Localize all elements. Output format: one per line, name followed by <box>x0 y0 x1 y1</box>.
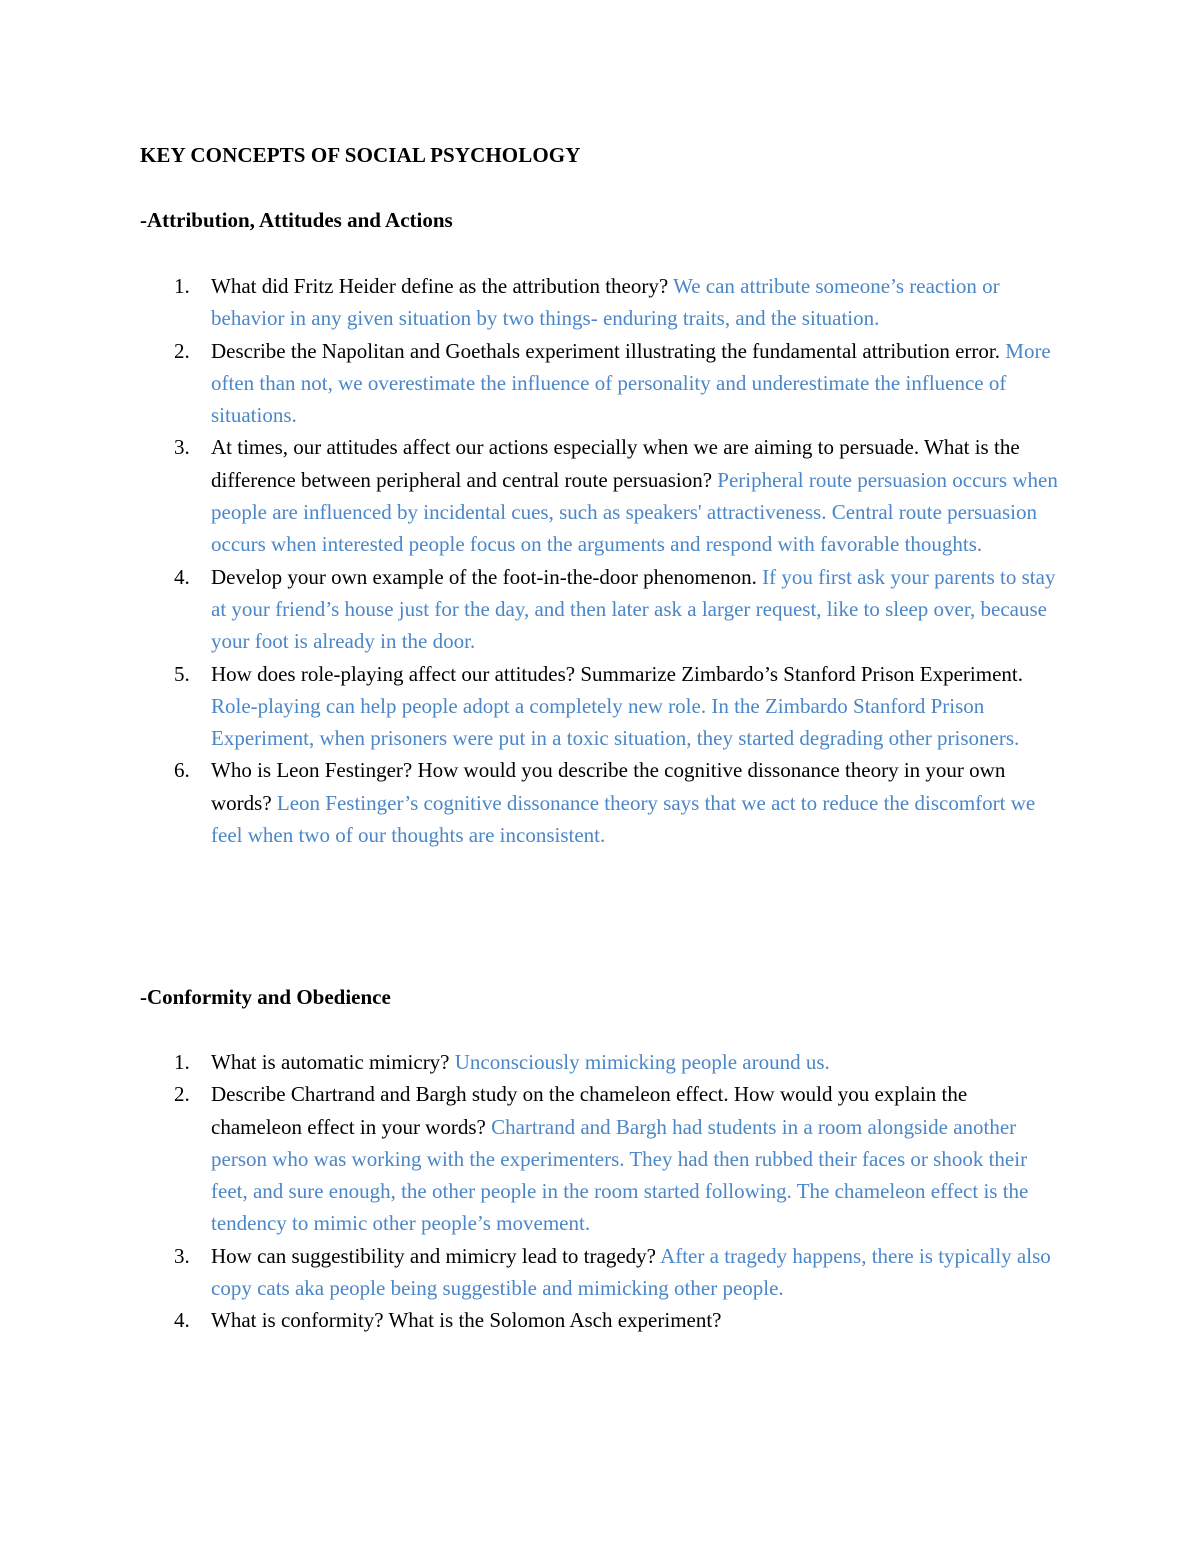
list-item <box>140 1078 1060 1239</box>
item-number: 5. <box>174 661 190 686</box>
list-item <box>140 1046 1060 1078</box>
document-title: KEY CONCEPTS OF SOCIAL PSYCHOLOGY <box>140 143 581 167</box>
section-heading-conformity: -Conformity and Obedience <box>140 985 391 1009</box>
question-text: What did Fritz Heider define as the attribution theory? <box>211 274 669 298</box>
question-text: Describe Chartrand and Bargh study on the chameleon effect. How would you explain the chameleon effect in your words? <box>211 1082 968 1139</box>
question-list-conformity <box>140 1046 1060 1337</box>
item-number: 4. <box>174 564 190 589</box>
answer-text: After a tragedy happens, there is typically also copy cats aka people being suggestible and mimicking other people. <box>211 1243 1051 1301</box>
question-text: Develop your own example of the foot-in-the-door phenomenon. <box>211 564 757 589</box>
list-item <box>140 431 1060 560</box>
question-text: What is conformity? What is the Solomon Asch experiment? <box>211 1308 722 1333</box>
question-text: What is automatic mimicry? <box>211 1050 455 1074</box>
section-heading-attribution: -Attribution, Attitudes and Actions <box>140 208 453 232</box>
list-item <box>140 270 1060 335</box>
item-number: 1. <box>174 274 190 298</box>
question-list-attribution <box>140 270 1060 851</box>
answer-text: Chartrand and Bargh had students in a room alongside another person who was working with the experimenters. They had then rubbed their faces or shook their feet, and sure enough, the other people in the room started following. The chameleon effect is the tendency to mimic other people’s movement. <box>211 1114 1029 1236</box>
answer-text: Leon Festinger’s cognitive dissonance theory says that we act to reduce the discomfort we feel when two of our thoughts are inconsistent. <box>211 790 1036 848</box>
question-text: How can suggestibility and mimicry lead to tragedy? <box>211 1243 656 1268</box>
question-text: At times, our attitudes affect our actions especially when we are aiming to persuade. What is the difference between peripheral and central route persuasion? <box>211 435 1020 492</box>
question-text: Describe the Napolitan and Goethals experiment illustrating the fundamental attribution error. <box>211 338 1001 363</box>
list-item <box>140 561 1060 658</box>
item-number: 1. <box>174 1050 190 1074</box>
item-number: 3. <box>174 435 190 460</box>
answer-text: More often than not, we overestimate the influence of personality and underestimate the influence of situations. <box>211 338 1051 428</box>
answer-text: Role-playing can help people adopt a completely new role. In the Zimbardo Stanford Prison Experiment, when prisoners were put in a toxic situation, they started degrading other prisoners. <box>211 693 1020 751</box>
question-text: How does role-playing affect our attitudes? Summarize Zimbardo’s Stanford Prison Experiment. <box>211 661 1023 686</box>
item-number: 2. <box>174 1082 190 1107</box>
item-number: 4. <box>174 1308 190 1333</box>
item-number: 2. <box>174 338 190 363</box>
list-item <box>140 335 1060 432</box>
answer-text: Unconsciously mimicking people around us. <box>454 1050 830 1074</box>
list-item <box>140 1240 1060 1305</box>
item-number: 6. <box>174 758 190 783</box>
answer-text: If you first ask your parents to stay at your friend’s house just for the day, and then later ask a larger request, like to sleep over, because your foot is already in the door. <box>211 564 1056 654</box>
list-item <box>140 754 1060 851</box>
list-item <box>140 1304 1060 1336</box>
answer-text: Peripheral route persuasion occurs when people are influenced by incidental cues, such as speakers' attractiveness. Central route persuasion occurs when interested people focus on the arguments and respond with favorable thoughts. <box>211 467 1058 557</box>
list-item <box>140 658 1060 755</box>
question-text: Who is Leon Festinger? How would you describe the cognitive dissonance theory in your own words? <box>211 758 1006 815</box>
item-number: 3. <box>174 1243 190 1268</box>
answer-text: We can attribute someone’s reaction or behavior in any given situation by two things- enduring traits, and the situation. <box>211 274 1000 331</box>
